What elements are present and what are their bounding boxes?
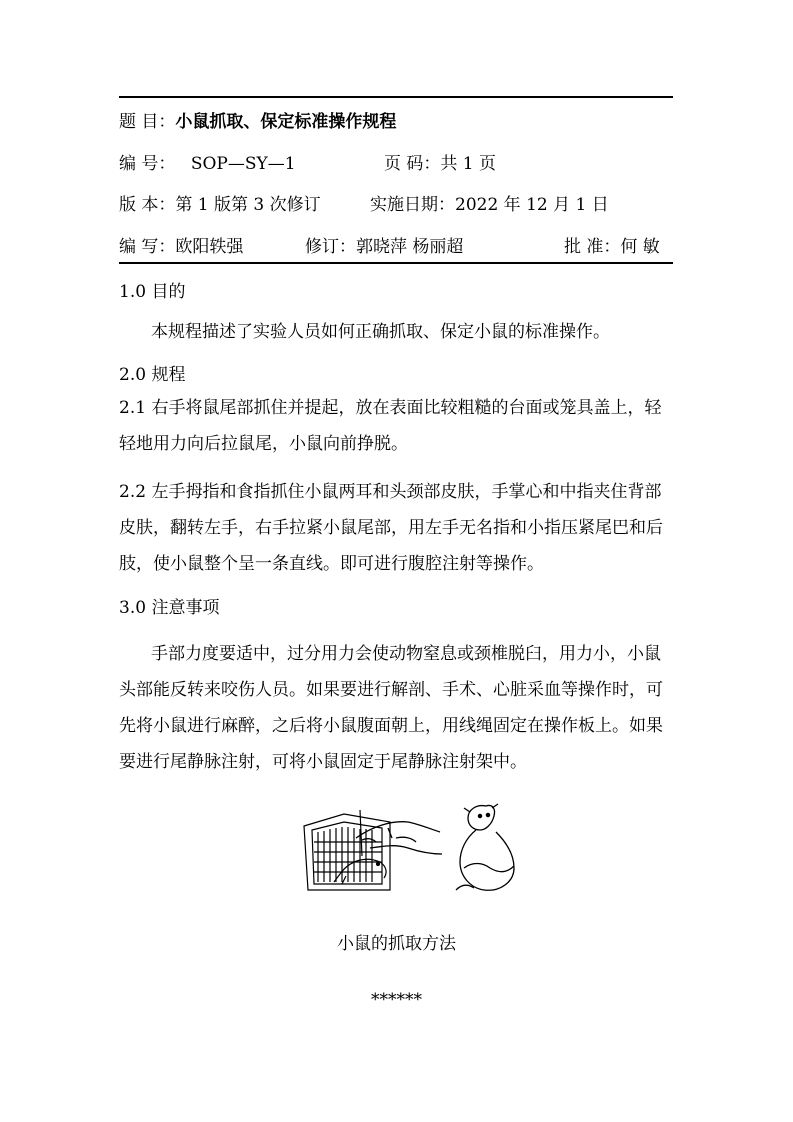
end-mark: ****** <box>371 990 422 1010</box>
header-bottom-rule <box>119 262 673 264</box>
top-rule <box>119 96 673 98</box>
pages-row <box>384 152 496 176</box>
mouse-handling-illustration <box>300 798 530 896</box>
date-row <box>370 193 609 217</box>
author-value: 欧阳轶强 <box>175 237 244 257</box>
revision-value: 郭晓萍 杨丽超 <box>356 237 464 257</box>
version-value: 第 1 版第 3 次修订 <box>175 195 321 215</box>
approve-label: 批 准： <box>564 237 621 257</box>
title-label: 题 目： <box>119 112 176 132</box>
version-label: 版 本： <box>119 195 176 215</box>
version-row <box>119 193 321 217</box>
cage-lid-drawing <box>304 814 390 890</box>
section-1-heading: 1.0 目的 <box>119 282 186 302</box>
revision-label: 修订： <box>305 237 356 257</box>
document-title: 小鼠抓取、保定标准操作规程 <box>175 112 397 132</box>
section-1-paragraph: 本规程描述了实验人员如何正确抓取、保定小鼠的标准操作。 <box>151 322 610 342</box>
approve-value: 何 敏 <box>620 237 660 257</box>
pages-label: 页 码： <box>384 154 441 174</box>
author-label: 编 写： <box>119 237 176 257</box>
number-label: 编 号： <box>119 154 176 174</box>
number-value: SOP—SY—1 <box>190 154 296 174</box>
section-2-2-paragraph: 2.2 左手拇指和食指抓住小鼠两耳和头颈部皮肤，手掌心和中指夹住背部皮肤，翻转左手，右手拉紧小鼠尾部，用左手无名指和小指压紧尾巴和后肢，使小鼠整个呈一条直线。即可进行腹腔注射等操作。 <box>119 482 663 574</box>
approve-row <box>564 235 660 259</box>
pages-value: 共 1 页 <box>440 154 497 174</box>
section-2-heading: 2.0 规程 <box>119 365 186 385</box>
held-mouse-drawing <box>456 804 514 890</box>
section-2-1-paragraph: 2.1 右手将鼠尾部抓住并提起，放在表面比较粗糙的台面或笼具盖上，轻轻地用力向后拉鼠尾，小鼠向前挣脱。 <box>119 398 662 454</box>
date-value: 2022 年 12 月 1 日 <box>455 195 609 215</box>
number-row <box>119 152 296 176</box>
author-row <box>119 235 243 259</box>
figure-caption: 小鼠的抓取方法 <box>337 934 456 954</box>
section-3-heading: 3.0 注意事项 <box>119 598 220 618</box>
section-3-paragraph: 手部力度要适中，过分用力会使动物窒息或颈椎脱臼，用力小，小鼠头部能反转来咬伤人员。如果要进行解剖、手术、心脏采血等操作时，可先将小鼠进行麻醉，之后将小鼠腹面朝上，用线绳固定在操作板上。如果要进行尾静脉注射，可将小鼠固定于尾静脉注射架中。 <box>119 644 663 772</box>
date-label: 实施日期： <box>370 195 455 215</box>
revision-row <box>305 235 463 259</box>
title-row <box>119 110 396 134</box>
